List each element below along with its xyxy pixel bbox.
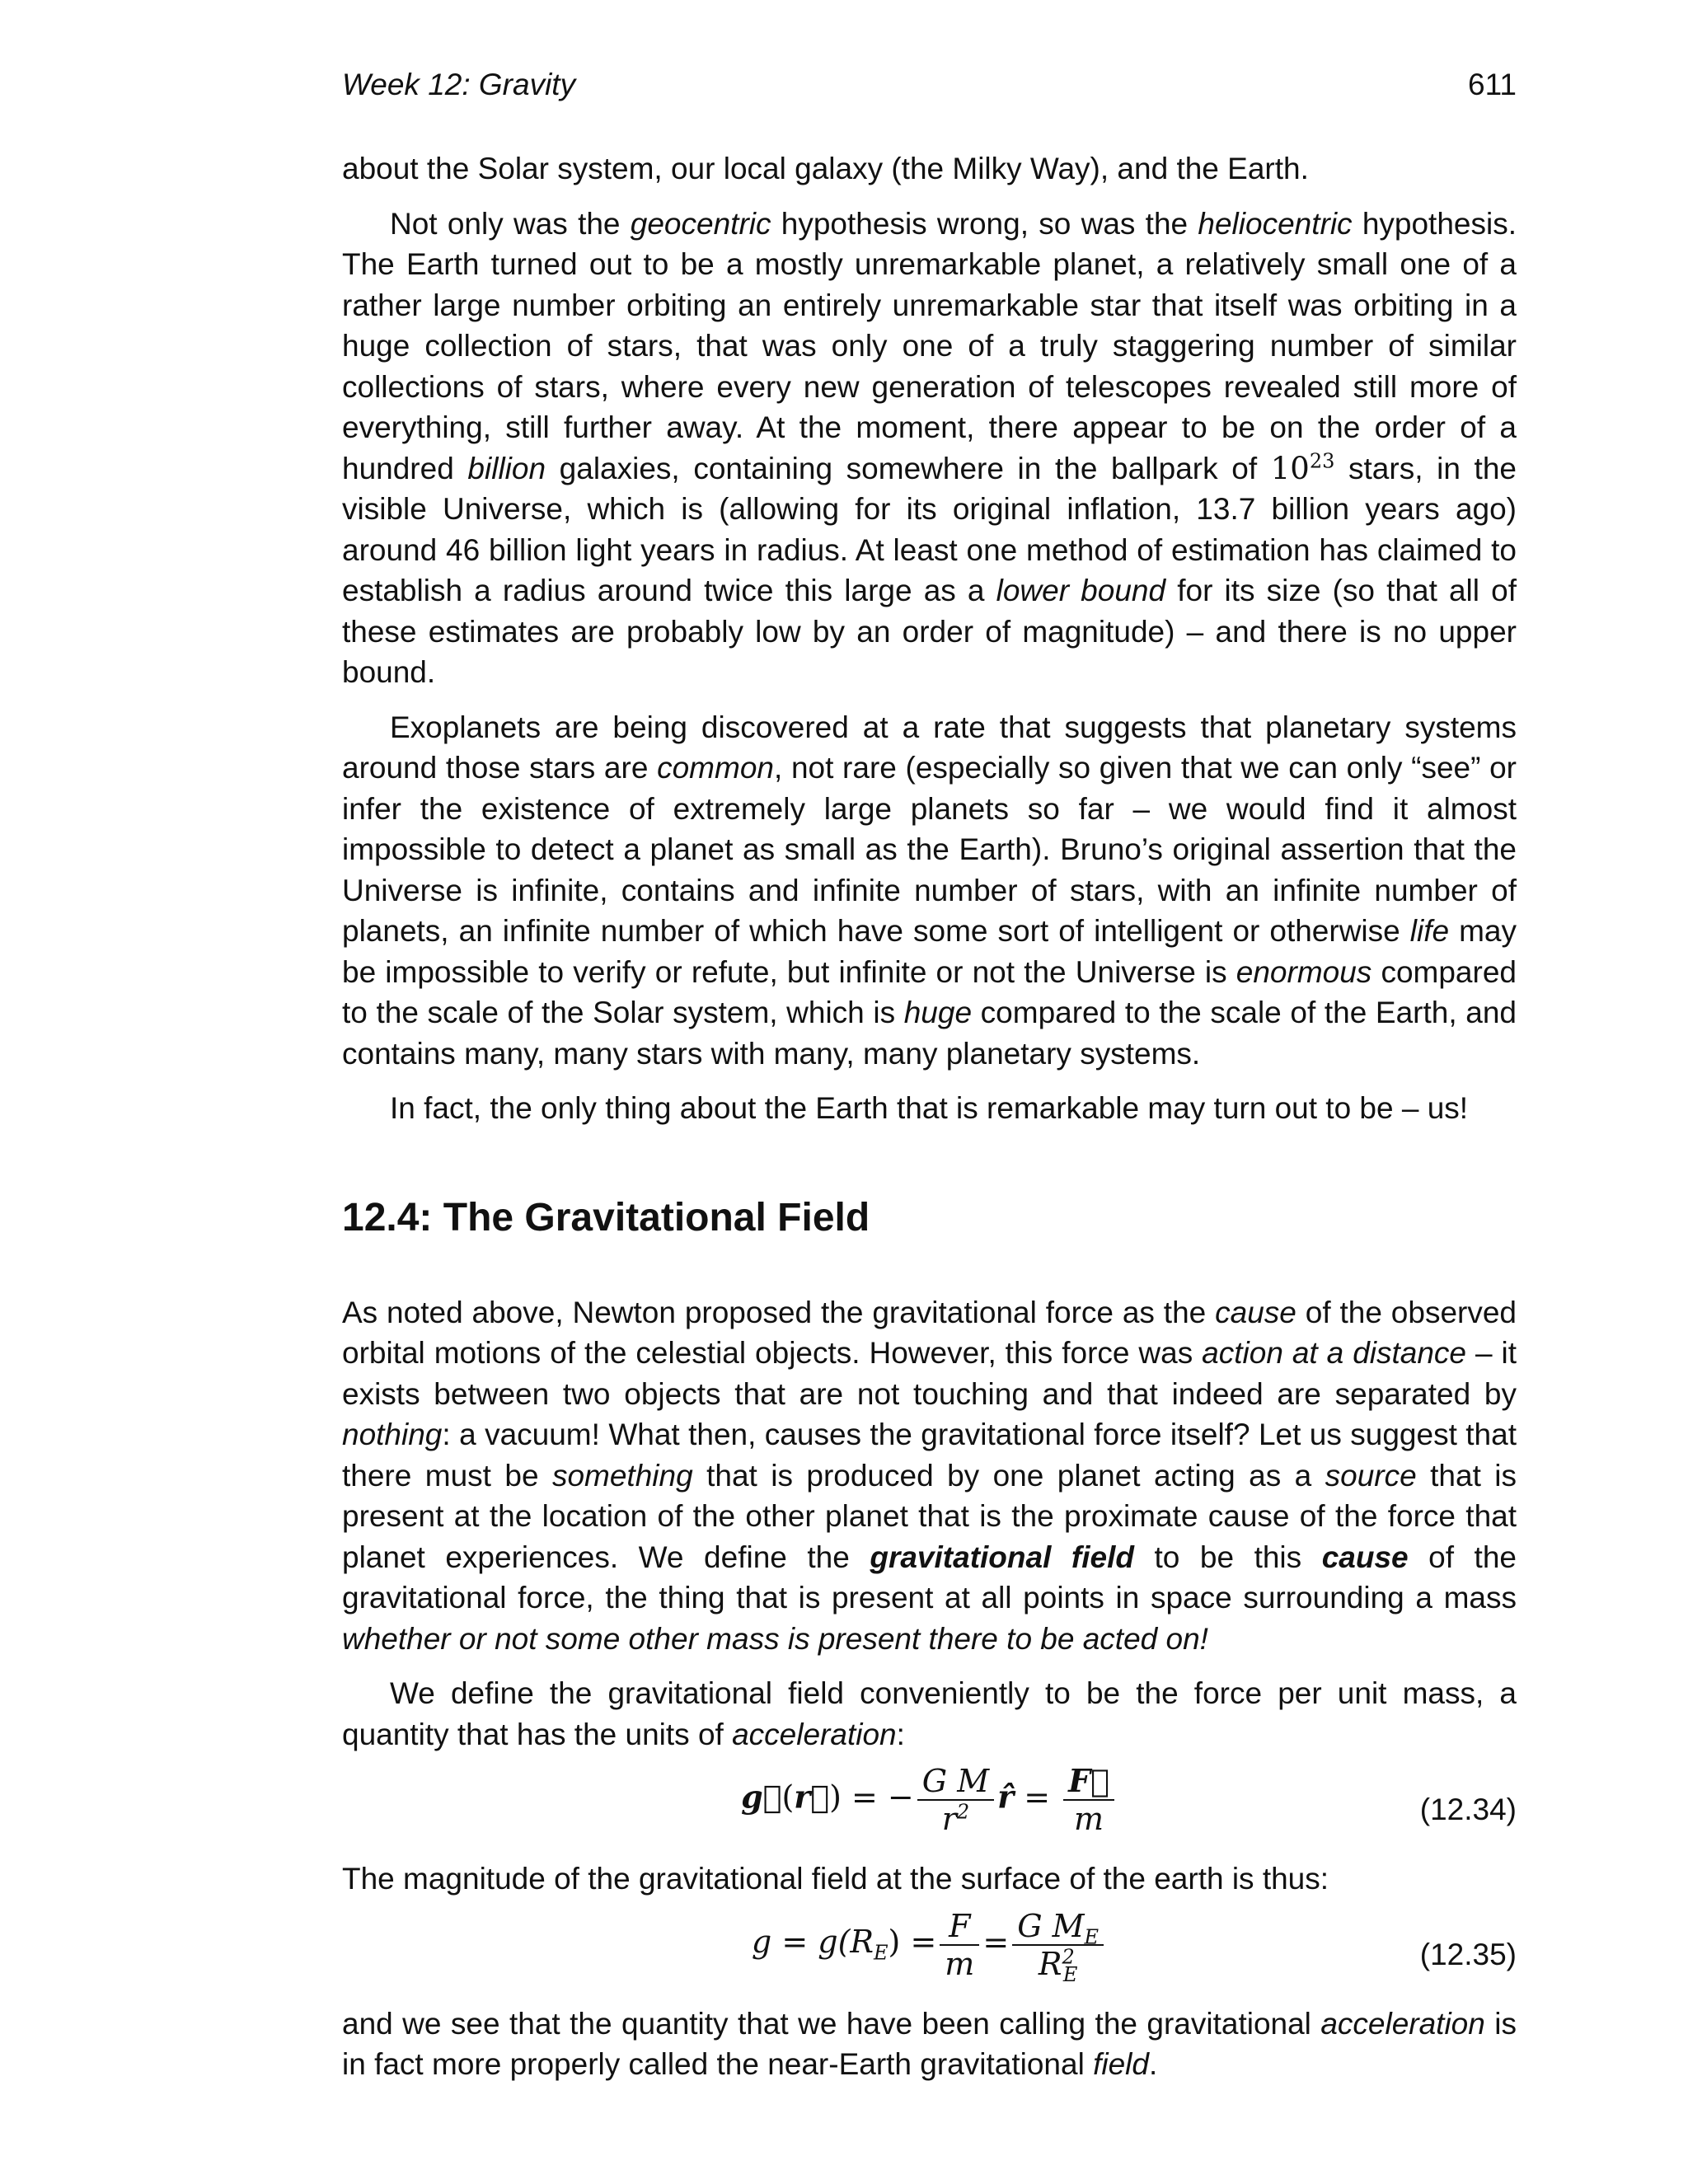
lhs-subscript: E xyxy=(874,1941,889,1965)
fraction-f-m xyxy=(1063,1763,1114,1837)
paragraph-4-text: In fact, the only thing about the Earth that is remarkable may turn out to be – us! xyxy=(390,1091,1469,1125)
numerator-gm: G M xyxy=(1017,1907,1085,1944)
numerator-gm: G M xyxy=(917,1763,994,1801)
text-run: , not rare (especially so given that we can only “see” or infer the existence of extremely large planets so far – we would find it almost impossible to detect a planet as small as the Earth). Bruno’s original assertion that the Universe is infinite, contains and infinite number of stars, with an infinite number of planets, an infinite number of which have some sort of intelligent or otherwise xyxy=(342,751,1517,948)
text-run: compared to the scale of the Earth, and contains many, many stars with many, many planetary systems. xyxy=(342,996,1517,1071)
text-run: : xyxy=(896,1717,905,1751)
paragraph-3 xyxy=(342,707,1517,1075)
text-run: As noted above, Newton proposed the gravitational force as the xyxy=(342,1295,1216,1329)
text-run: is in fact more properly called the near-Earth gravitational xyxy=(342,2006,1517,2081)
text-run: of the observed orbital motions of the celestial objects. However, this force was xyxy=(342,1295,1517,1370)
emphasis-enormous: enormous xyxy=(1236,954,1372,989)
text-run: . xyxy=(1148,2047,1158,2081)
text-run: galaxies, containing somewhere in the ballpark of xyxy=(546,451,1271,485)
paragraph-1-text: about the Solar system, our local galaxy (the Milky Way), and the Earth. xyxy=(342,152,1309,185)
paragraph-1 xyxy=(342,148,1517,190)
emphasis-source: source xyxy=(1325,1458,1417,1493)
running-header xyxy=(342,64,1517,105)
denominator-r: R xyxy=(1038,1945,1062,1982)
emphasis-action-at-a-distance: action at a distance xyxy=(1202,1336,1466,1370)
equals-sign: = xyxy=(1014,1779,1061,1816)
equals-minus: = − xyxy=(841,1779,914,1816)
page-number: 611 xyxy=(1468,68,1517,101)
text-run: of the gravitational force, the thing that is present at all points in space surrounding a mass xyxy=(342,1540,1517,1615)
equation-number-12-34: (12.34) xyxy=(1419,1793,1517,1826)
denominator-re2 xyxy=(1012,1944,1104,1987)
paragraph-6 xyxy=(342,1673,1517,1755)
denominator-subscript: E xyxy=(1062,1963,1078,1987)
emphasis-lower-bound: lower bound xyxy=(996,574,1166,607)
emphasis-acceleration: acceleration xyxy=(732,1717,897,1751)
emphasis-cause: cause xyxy=(1215,1295,1296,1329)
emphasis-geocentric: geocentric xyxy=(630,206,771,241)
numerator-f xyxy=(1063,1763,1114,1801)
fraction-gm-r2 xyxy=(917,1763,994,1837)
numerator-gme xyxy=(1012,1907,1104,1949)
text-run: We define the gravitational field conveniently to be the force per unit mass, a quantity that has the units of xyxy=(342,1676,1517,1751)
vector-g-symbol: g xyxy=(741,1778,782,1816)
emphasis-nothing: nothing xyxy=(342,1418,443,1451)
emphasis-huge: huge xyxy=(903,996,973,1029)
math-exponent: 23 xyxy=(1309,449,1335,473)
bold-cause: cause xyxy=(1321,1540,1409,1574)
numerator-subscript: E xyxy=(1084,1925,1100,1949)
bold-gravitational-field: gravitational field xyxy=(870,1540,1134,1574)
text-run: – it exists between two objects that are not touching and that indeed are separated by xyxy=(342,1336,1517,1411)
paragraph-4 xyxy=(342,1088,1517,1129)
denominator-r2 xyxy=(917,1801,994,1837)
paragraph-7-text: The magnitude of the gravitational field at the surface of the earth is thus: xyxy=(342,1862,1329,1896)
vector-g xyxy=(741,1779,781,1816)
emphasis-something: something xyxy=(551,1458,693,1493)
equation-12-35 xyxy=(342,1908,1517,1999)
fraction-gme-re2 xyxy=(1012,1907,1104,1987)
equation-12-34 xyxy=(342,1763,1517,1854)
paragraph-8 xyxy=(342,2004,1517,2085)
equation-12-34-body: g(r) = − $\frac{\text{G M}}{r^2}$ r̂ = $\frac{F}{m}$ xyxy=(342,1763,1517,1837)
paragraph-2 xyxy=(342,204,1517,693)
vector-r-symbol: r xyxy=(794,1778,830,1816)
lhs-close: ) = xyxy=(888,1924,937,1960)
text-run: may be impossible to verify or refute, but infinite or not the Universe is xyxy=(342,914,1517,989)
emphasis-field: field xyxy=(1093,2047,1149,2081)
denominator-r: r xyxy=(941,1801,957,1837)
denominator-m: m xyxy=(945,1945,975,1982)
denominator-exponent: 2 xyxy=(956,1800,970,1824)
text-run: Exoplanets are being discovered at a rate that suggests that planetary systems around those stars are xyxy=(342,710,1517,785)
section-heading: 12.4: The Gravitational Field xyxy=(342,1195,870,1240)
text-run: hypothesis wrong, so was the xyxy=(771,206,1198,241)
emphasis-common: common xyxy=(657,751,774,785)
vector-f-symbol: F xyxy=(1068,1762,1109,1799)
text-run: hypothesis. The Earth turned out to be a mostly unremarkable planet, a relatively small one of a rather large number orbiting an entirely unremarkable star that itself was orbiting in a huge collection of stars, that was only one of a truly staggering number of similar collections of stars, where every new generation of telescopes revealed still more of everything, still further away. At the moment, there appear to be on the order of a hundred xyxy=(342,206,1517,485)
text-run: to be this xyxy=(1133,1540,1322,1574)
text-run: that is produced by one planet acting as a xyxy=(692,1458,1325,1493)
emphasis-whether-or-not: whether or not some other mass is present there to be acted on! xyxy=(342,1621,1208,1656)
fraction-f-m xyxy=(940,1908,979,1982)
emphasis-acceleration: acceleration xyxy=(1320,2006,1485,2041)
denominator-exponent: 2 xyxy=(1062,1944,1075,1968)
emphasis-heliocentric: heliocentric xyxy=(1198,206,1353,241)
equation-12-35-body xyxy=(342,1907,1517,1987)
text-run: compared to the scale of the Solar system, which is xyxy=(342,954,1517,1029)
text-run: for its size (so that all of these estimates are probably low by an order of magnitude) – and there is no upper bound. xyxy=(342,574,1517,689)
unit-vector-r-hat: r̂ xyxy=(997,1778,1015,1816)
numerator-f: F xyxy=(940,1908,979,1946)
equation-number-12-35: (12.35) xyxy=(1419,1937,1517,1971)
page-body xyxy=(342,148,1517,2085)
vector-r xyxy=(794,1779,829,1816)
emphasis-billion: billion xyxy=(467,451,546,485)
text-run: : a vacuum! What then, causes the gravitational force itself? Let us suggest that there must be xyxy=(342,1418,1517,1493)
running-header-title: Week 12: Gravity xyxy=(342,68,576,101)
text-run: that is present at the location of the other planet that is the proximate cause of the force that planet experiences. We define the xyxy=(342,1458,1517,1574)
text-run: Not only was the xyxy=(390,206,631,241)
denominator-m: m xyxy=(1074,1801,1104,1837)
equation-lhs xyxy=(751,1924,937,1965)
equals-sign: = xyxy=(982,1924,1010,1960)
emphasis-life: life xyxy=(1409,914,1450,948)
paragraph-7 xyxy=(342,1858,1517,1900)
text-run: stars, in the visible Universe, which is (allowing for its original inflation, 13.7 billion years ago) around 46 billion light years in radius. At least one method of estimation has claimed to establish a radius around twice this large as a xyxy=(342,451,1517,607)
math-base: 10 xyxy=(1270,450,1310,486)
paragraph-5 xyxy=(342,1292,1517,1660)
text-run: and we see that the quantity that we have been calling the gravitational xyxy=(342,2006,1321,2041)
math-ten-power xyxy=(1271,451,1335,486)
lhs-text: g = g(R xyxy=(751,1924,874,1960)
